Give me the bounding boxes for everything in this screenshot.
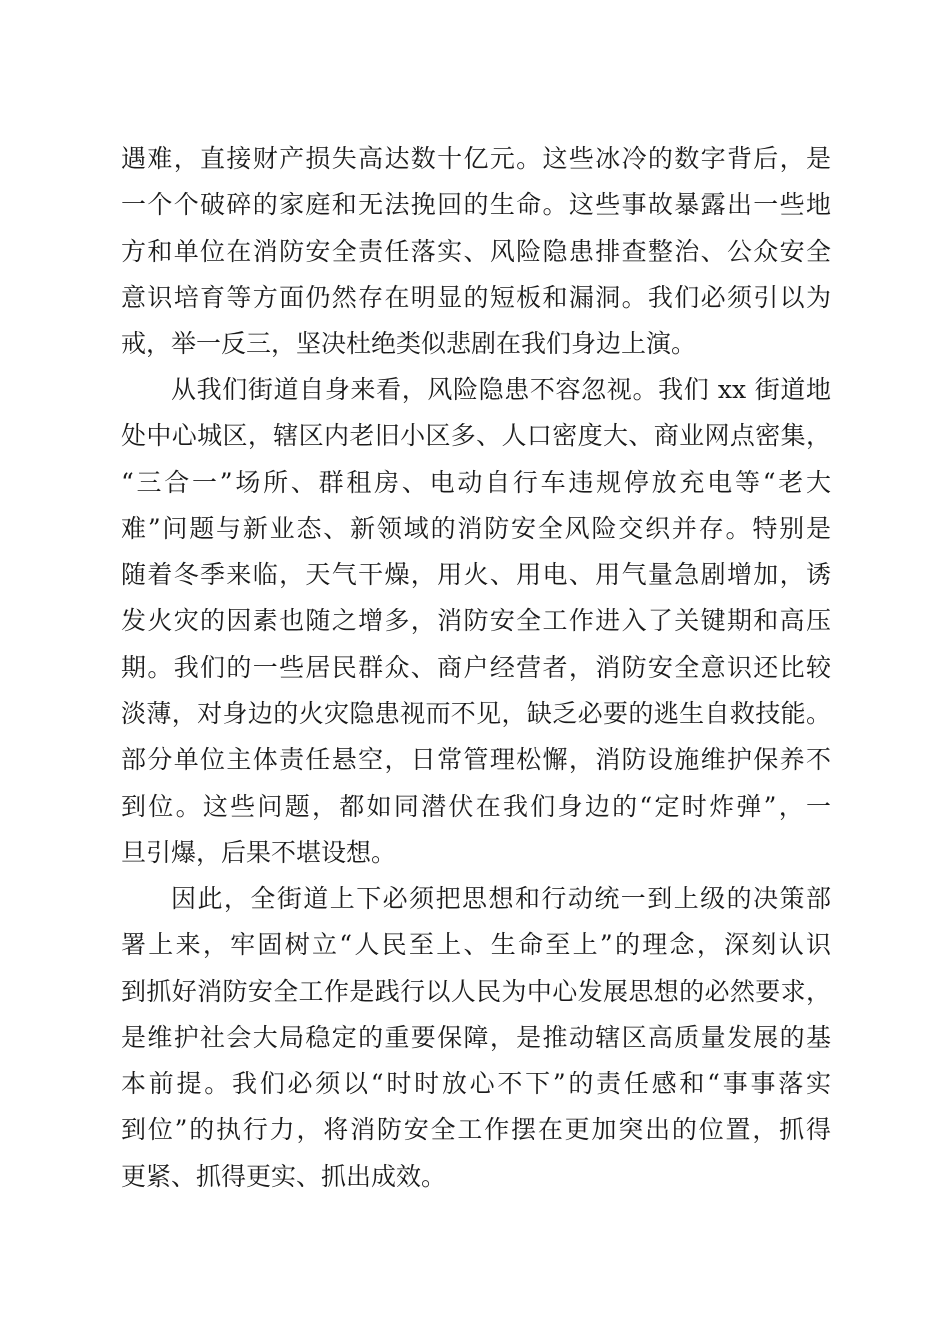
body-text-line: 遇难，直接财产损失高达数十亿元。这些冰冷的数字背后，是 <box>121 144 831 173</box>
body-text-line: “三合一”场所、群租房、电动自行车违规停放充电等“老大 <box>121 468 831 497</box>
body-text-line: 从我们街道自身来看，风险隐患不容忽视。我们 xx 街道地 <box>171 375 831 404</box>
body-text-line: 戒，举一反三，坚决杜绝类似悲剧在我们身边上演。 <box>121 329 697 358</box>
body-text-line: 到位。这些问题，都如同潜伏在我们身边的“定时炸弹”，一 <box>121 792 831 821</box>
body-text-line: 到位”的执行力，将消防安全工作摆在更加突出的位置，抓得 <box>121 1115 831 1144</box>
body-text-line: 淡薄，对身边的火灾隐患视而不见，缺乏必要的逃生自救技能。 <box>121 699 831 728</box>
body-text-line: 旦引爆，后果不堪设想。 <box>121 838 397 867</box>
body-text-line: 期。我们的一些居民群众、商户经营者，消防安全意识还比较 <box>121 653 831 682</box>
body-text-line: 处中心城区，辖区内老旧小区多、人口密度大、商业网点密集， <box>121 421 831 450</box>
body-text-line: 署上来，牢固树立“人民至上、生命至上”的理念，深刻认识 <box>121 930 831 959</box>
body-text-line: 更紧、抓得更实、抓出成效。 <box>121 1162 447 1191</box>
body-text-line: 意识培育等方面仍然存在明显的短板和漏洞。我们必须引以为 <box>121 283 831 312</box>
body-text-line: 到抓好消防安全工作是践行以人民为中心发展思想的必然要求， <box>121 977 831 1006</box>
body-text-line: 发火灾的因素也随之增多，消防安全工作进入了关键期和高压 <box>121 606 831 635</box>
body-text-line: 因此，全街道上下必须把思想和行动统一到上级的决策部 <box>171 884 831 913</box>
body-text-line: 本前提。我们必须以“时时放心不下”的责任感和“事事落实 <box>121 1069 831 1098</box>
body-text-line: 部分单位主体责任悬空，日常管理松懈，消防设施维护保养不 <box>121 745 831 774</box>
body-text-line: 难”问题与新业态、新领域的消防安全风险交织并存。特别是 <box>121 514 831 543</box>
body-text-line: 一个个破碎的家庭和无法挽回的生命。这些事故暴露出一些地 <box>121 190 831 219</box>
body-text-line: 随着冬季来临，天气干燥，用火、用电、用气量急剧增加，诱 <box>121 560 831 589</box>
body-text-line: 是维护社会大局稳定的重要保障，是推动辖区高质量发展的基 <box>121 1023 831 1052</box>
body-text-line: 方和单位在消防安全责任落实、风险隐患排查整治、公众安全 <box>121 237 831 266</box>
